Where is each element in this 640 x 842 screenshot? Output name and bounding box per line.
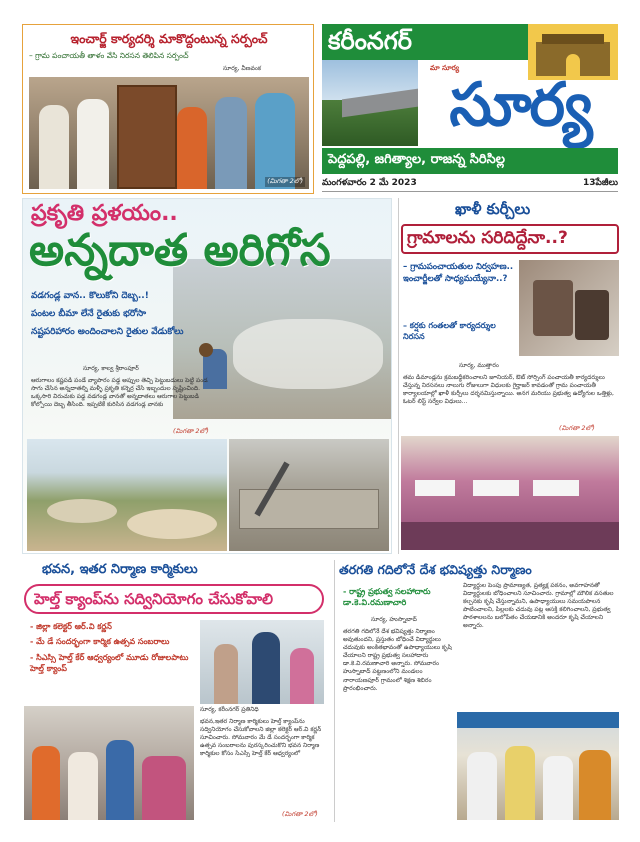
masthead-districts: పెద్దపల్లి, జగిత్యాల, రాజన్న సిరిసిల్ల: [328, 152, 505, 167]
education-story: [334, 560, 620, 822]
masthead-small-logo: మా సూర్య: [430, 64, 460, 72]
health-story-headline: హెల్త్ క్యాంప్‌ను సద్వినియోగం చేసుకోవాలి: [34, 590, 274, 608]
chairs-story-continued: (మిగతా 2లో): [559, 424, 595, 432]
chairs-story-credit: సూర్య, ముత్తారం: [459, 362, 499, 369]
chairs-story-photo-chairs: [519, 260, 619, 356]
top-story-photo: [29, 77, 309, 189]
masthead-dateline: [322, 178, 618, 192]
lead-story-photo-field: [27, 439, 227, 551]
chairs-story-photo-protest: [401, 436, 619, 550]
health-story-bullet: - మే డే సందర్భంగా కార్మిక ఉత్సవ సంబరాలు: [30, 637, 170, 646]
masthead-date: మంగళవారం 2 మే 2023: [322, 178, 417, 188]
lead-story-bullets: [31, 291, 261, 339]
masthead-dam-photo: [322, 60, 418, 146]
masthead-city: కరీంనగర్: [328, 27, 412, 55]
chairs-story-sub2: – కర్షకు గంతలతో కార్యదర్శుల నిరసన: [403, 321, 496, 342]
lead-story-photo-wall: [229, 439, 389, 551]
chairs-story-body: తమ డిమాండ్లను క్రమబద్ధీకరించాలని జూనియర్, ఔట్ సోర్సింగ్ పంచాయతీ కార్యదర్శులు చేస్తున్న నిరసనలు నాలుగు రోజులుగా విధులకు గైర్హాజర్ కావడంతో గ్రామ పంచాయతీ కార్యాలయాల్లో ఖాళీ కుర్చీలు దర్శనమిస్తున్నాయి. అనగ మరియు ప్రభుత్వ ఉద్యోగుల ఒత్తిళ్లు, ఓటర్ లిస్ట్ సర్వేల విధులు...: [403, 374, 614, 406]
health-story-photo-collector: [200, 620, 324, 704]
health-story-credit: సూర్య, కరీంనగర్ ప్రతినిధి: [200, 706, 259, 713]
chairs-story-kicker: ఖాళీ కుర్చీలు: [455, 200, 531, 218]
top-story-headline: ఇంచార్జ్ కార్యదర్శి మాకొద్దంటున్న సర్పంచ్: [70, 31, 268, 46]
masthead-name: సూర్య: [449, 70, 591, 140]
lead-story-bullet: పంటల బీమా లేనే రైతుకు భరోసా: [31, 309, 147, 319]
education-story-sub: - రాష్ట్ర ప్రభుత్వ సలహాదారు డా.కె.వి.రమణాచారి: [343, 587, 431, 608]
education-story-body-left: తరగతి గదిలోనే దేశ భవిష్యత్తు నిర్మాణం అవుతుందని, ప్రస్తుతం బోధించే విద్యార్థులు చదువుకు అంకితభావంతో ఉపాధ్యాయులు కృషి చేయాలని రాష్ట్ర ప్రభుత్వ సలహాదారు డా.కె.వి.రమణాచారి అన్నారు. సోమవారం హుస్నాబాద్ పట్టణంలోని మండలం నారాయణపూర్ గ్రామంలో శిక్షణ శిబిరం ప్రారంభించారు.: [343, 628, 452, 692]
lead-story-continued: (మిగతా 2లో): [173, 427, 209, 435]
health-story-bullets: [30, 622, 200, 674]
chairs-story: [398, 198, 620, 554]
health-story-kicker: భవన, ఇతర నిర్మాణ కార్మికులు: [42, 562, 198, 577]
chairs-story-headline-box: [401, 224, 619, 254]
masthead: [322, 24, 618, 174]
chairs-story-sub1: – గ్రామపంచాయతుల నిర్వహణ.. ఇంచార్జీలతో సాధ్యమయ్యేనా..?: [403, 262, 514, 284]
health-story-continued: (మిగతా 2లో): [282, 810, 318, 818]
top-story-credit: సూర్య, వీణవంక: [223, 65, 262, 72]
lead-story-kicker: ప్రకృతి ప్రళయం..: [31, 201, 178, 226]
lead-story-body: ఆరుగాలం కష్టపడి పండే వ్యాపారం పడ్డ అప్పుల తెచ్చి పెట్టుబడులు పెట్టి పండ సాగు చేసిన అన్నదాతల్ని మళ్ళీ ప్రకృతి కన్నెర్ర చేసి ఇబ్బందుల సృష్టించింది. ఒక్కసారి విరుచుకు పడ్డ వడగండ్ల వానతో అన్నదాతలు ఆరుగాల పెట్టుబడి కోల్పోయి దెబ్బ తీసింది. ఇప్పటికే కురిసిన వడగండ్ల వానకు: [31, 377, 208, 409]
masthead-districts-bar: [322, 148, 618, 174]
health-story-body: భవన,ఇతర నిర్మాణ కార్మికులు హెల్త్ క్యాంప్‌ను సద్వినియోగం చేసుకోవాలని జిల్లా కలెక్టర్ ఆర్.వి కర్ణన్ సూచించారు. సోమవారం మే డే సందర్భంగా కార్మిక ఉత్సవ సంబరాలను పురస్కరించుకొని భవన నిర్మాణ కార్మికుల కోసం సిఎస్సి హెల్త్ కేర్ ఆధ్వర్యంలో: [200, 718, 322, 758]
chairs-story-headline: గ్రామాలను సరిదిద్దేనా..?: [407, 228, 568, 248]
lead-story-bullet: వడగండ్ల వాన.. కొలుకోని దెబ్బ..!: [31, 291, 149, 301]
top-story-continued: (మిగతా 2లో): [267, 177, 303, 185]
health-story: [22, 560, 326, 822]
lead-story-headline: అన్నదాత అరిగోస: [29, 225, 331, 276]
education-story-body-right: విద్యార్థుల పెంపు ప్రామాణ్యత, ప్రత్యక్ష పఠనం, అవగాహనతో విద్యార్థులకు బోధించాలని సూచించారు. గ్రామాల్లో మౌలిక వసతుల కల్పనకు కృషి చేస్తున్నామని, ఉపాధ్యాయులు సమయపాలన పాటించాలని, పిల్లలకు చదువు పట్ల ఆసక్తి కలిగించాలని, ప్రభుత్వ పాఠశాలలను బలోపేతం చేయడానికి అందరూ కృషి చేయాలని అన్నారు.: [463, 582, 614, 630]
masthead-city-banner: [322, 24, 528, 60]
education-story-credit: సూర్య, హుస్నాబాద్: [371, 616, 417, 623]
lead-story-bullet: నష్టపరిహారం అందించాలని రైతుల వేడుకోలు: [31, 327, 184, 337]
health-story-headline-box: [24, 584, 324, 614]
masthead-pages: 13పేజీలు: [583, 178, 618, 188]
health-story-bullet: - సిఎస్సి హెల్త్ కేర్ ఆధ్వర్యంలో మూడు రోజులపాటు హెల్త్ క్యాంప్: [30, 653, 189, 674]
health-story-photo-camp: [24, 706, 194, 820]
lead-story-credit: సూర్య, కాల్వ శ్రీరాంపూర్: [83, 365, 139, 372]
health-story-bullet: - జిల్లా కలెక్టర్ ఆర్.వి కర్ణన్: [30, 622, 112, 631]
lead-story: [22, 198, 392, 554]
education-story-photo: [457, 712, 619, 820]
education-story-headline: తరగతి గదిలోనే దేశ భవిష్యత్తు నిర్మాణం: [339, 562, 532, 577]
top-story-subhead: – గ్రామ పంచాయతీ తాళం వేసి నిరసన తెలిపిన సర్పంచ్: [29, 51, 189, 60]
top-story-box: [22, 24, 314, 194]
